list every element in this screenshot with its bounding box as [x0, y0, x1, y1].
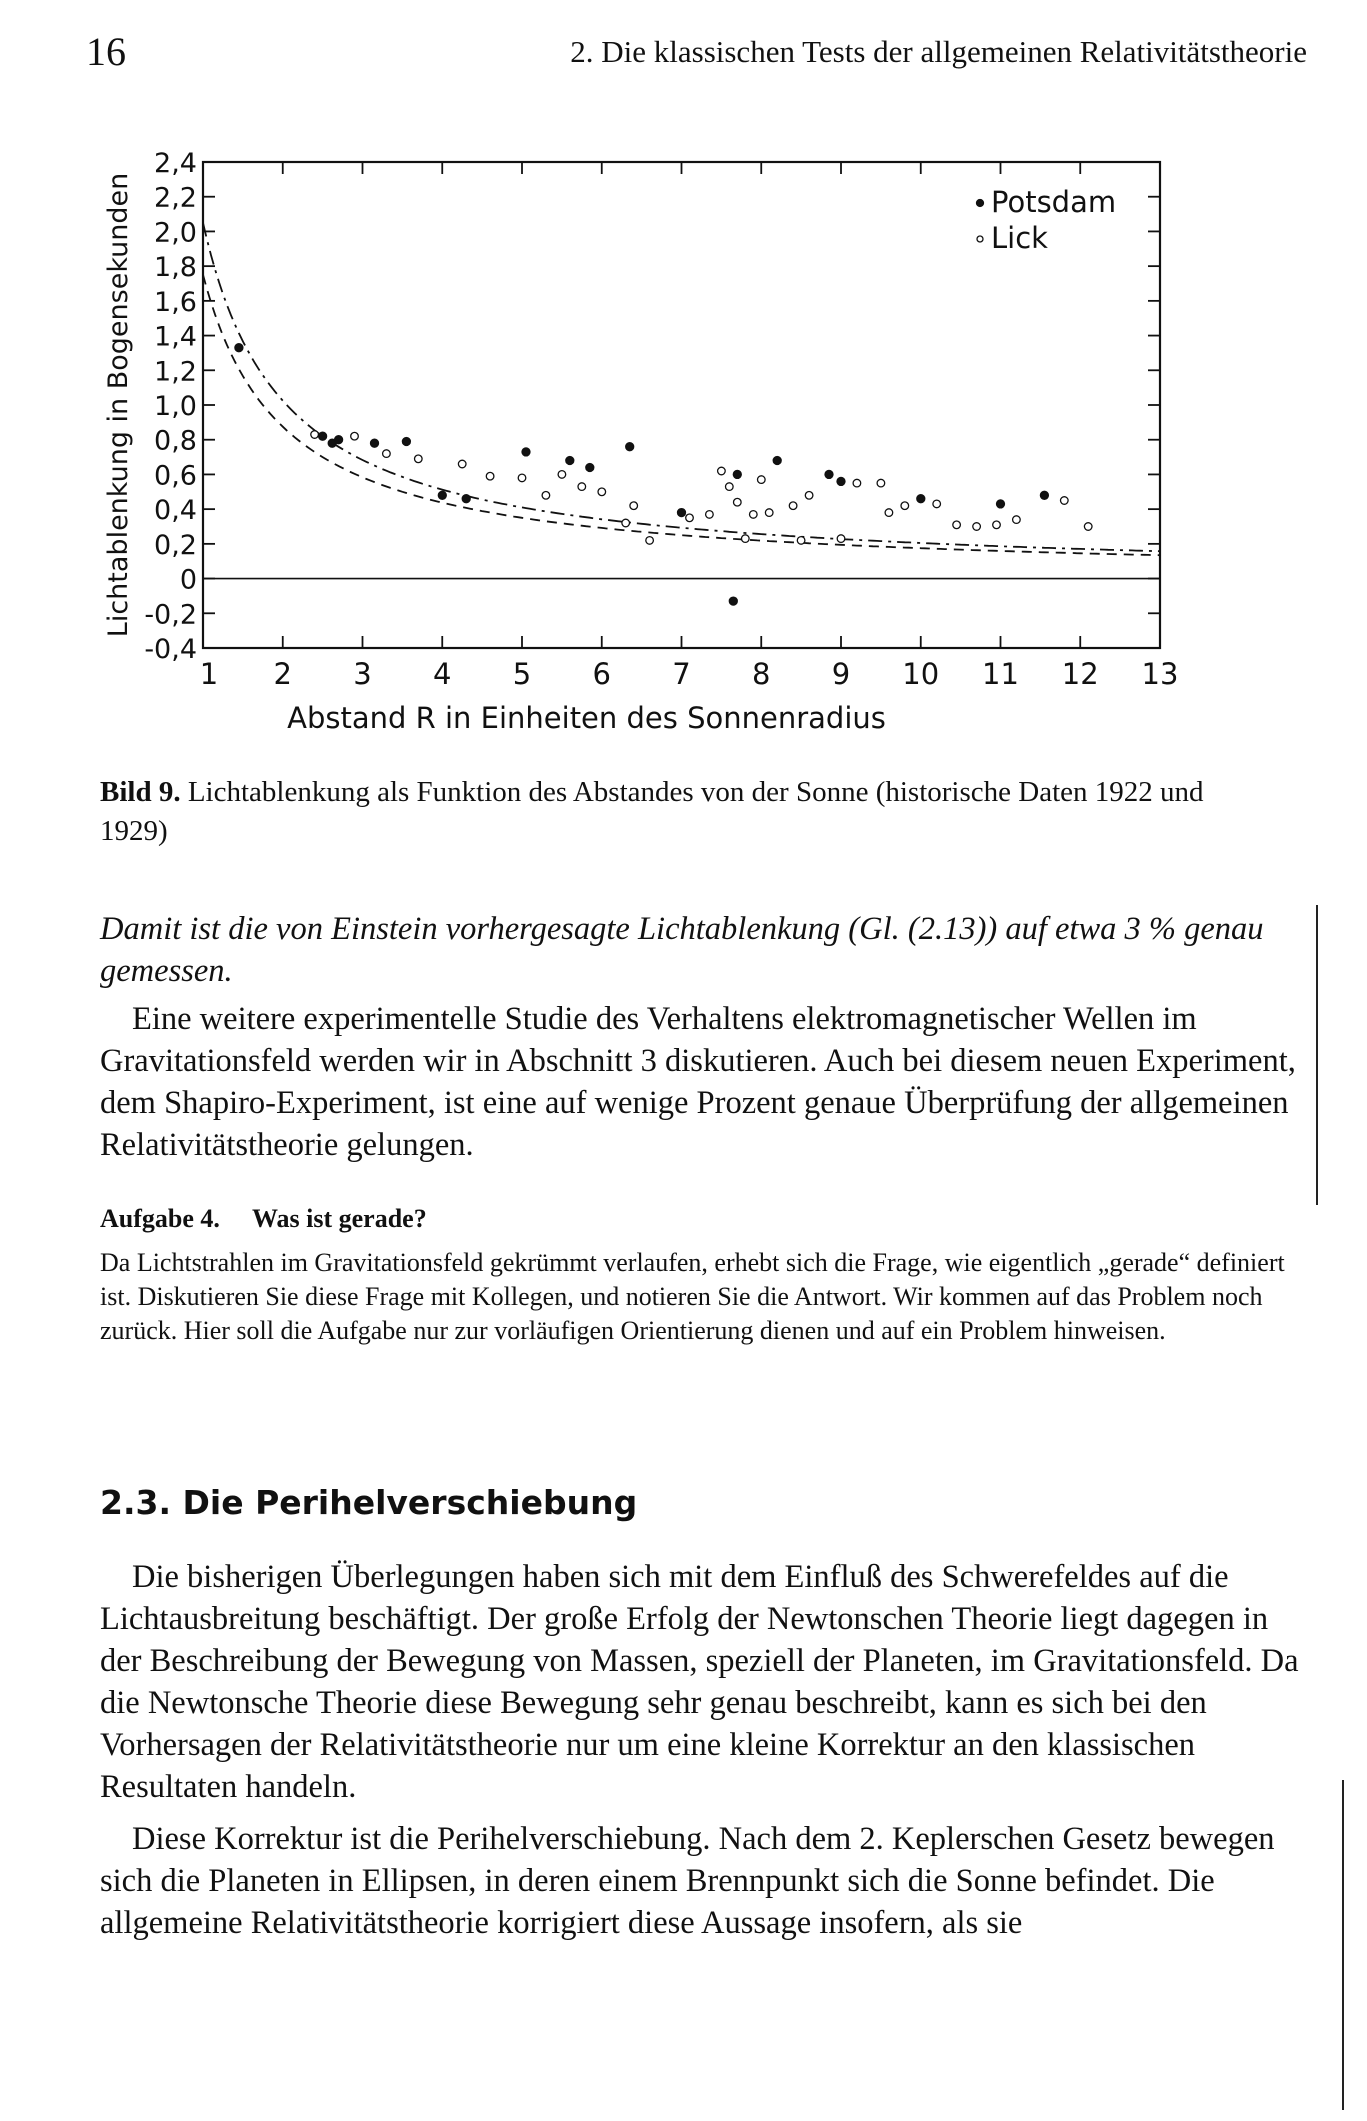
lick-point [542, 492, 550, 500]
lick-point [885, 509, 893, 517]
legend [977, 185, 1117, 255]
y-tick-label: -0,4 [144, 634, 197, 665]
theory-curves [203, 223, 1160, 555]
lick-point [805, 492, 813, 500]
y-tick-label: 0,6 [154, 460, 197, 492]
running-head: 2. Die klassischen Tests der allgemeinen Relativitätstheorie [570, 34, 1307, 69]
x-tick-label: 2 [273, 657, 292, 691]
y-tick-label: -0,2 [144, 599, 197, 631]
page-number: 16 [86, 29, 126, 74]
potsdam-point [837, 477, 845, 485]
y-tick-label: 2,4 [154, 150, 197, 179]
caption-label: Bild 9. [100, 776, 181, 808]
deflection-chart [95, 150, 1195, 730]
lick-point [630, 502, 638, 510]
lick-point [622, 519, 630, 527]
lick-point [706, 511, 714, 519]
legend-label-potsdam: Potsdam [991, 185, 1117, 219]
potsdam-point [566, 457, 574, 465]
y-axis-label: Lichtablenkung in Bogensekunden [103, 172, 134, 638]
y-tick-label: 2,2 [154, 182, 197, 214]
potsdam-point [586, 464, 594, 472]
caption-text: Lichtablenkung als Funktion des Abstandes von der Sonne (historische Daten 1922 und 1929) [100, 776, 1204, 847]
y-tick-label: 0,2 [154, 529, 197, 561]
curve-dashdot-fit [203, 223, 1160, 551]
potsdam-point [522, 448, 530, 456]
potsdam-point [319, 432, 327, 440]
lick-point [578, 483, 586, 491]
paragraph-newton: Die bisherigen Überlegungen haben sich mit dem Einfluß des Schwerefeldes auf die Lichtausbreitung beschäftigt. Der große Erfolg der Newtonschen Theorie liegt dagegen in der Beschreibung der Bewegung von Massen, speziell der Planeten, im Gravitationsfeld. Da die Newtonsche Theorie diese Bewegung sehr genau beschreibt, kann es sich bei den Vorhersagen der Relativitätstheorie nur um eine kleine Korrektur an den klassischen Resultaten handeln. [100, 1559, 1299, 1805]
x-tick-label: 7 [672, 657, 691, 691]
lick-point [311, 431, 319, 439]
section-heading [100, 1483, 637, 1522]
potsdam-point [729, 597, 737, 605]
x-tick-label: 11 [982, 657, 1019, 691]
x-tick-label: 10 [902, 657, 940, 691]
task-heading [100, 1202, 1315, 1236]
lick-point [458, 460, 466, 468]
lick-point [933, 500, 941, 508]
lick-point [797, 537, 805, 545]
potsdam-point [626, 443, 634, 451]
x-tick-label: 4 [433, 657, 452, 691]
lick-point [718, 467, 726, 475]
potsdam-point [1040, 491, 1048, 499]
lick-point [1061, 497, 1069, 505]
x-tick-label: 1 [199, 657, 219, 691]
lick-point [415, 455, 423, 463]
emphasis-paragraph: Damit ist die von Einstein vorhergesagte Lichtablenkung (Gl. (2.13)) auf etwa 3 % genau gemessen. [100, 911, 1264, 989]
lick-point [518, 474, 526, 482]
potsdam-point [402, 438, 410, 446]
potsdam-point [997, 500, 1005, 508]
task-label: Aufgabe 4. [100, 1204, 220, 1233]
lick-point [486, 472, 494, 480]
y-tick-label: 0 [179, 564, 197, 596]
lick-point [750, 511, 758, 519]
x-axis-label: Abstand R in Einheiten des Sonnenradius [287, 701, 886, 730]
lick-point [1013, 516, 1021, 524]
potsdam-point [678, 509, 686, 517]
potsdam-point [917, 495, 925, 503]
y-tick-label: 1,0 [154, 391, 197, 422]
paragraph-perihel: Diese Korrektur ist die Perihelverschiebung. Nach dem 2. Keplerschen Gesetz bewegen sich die Planeten in Ellipsen, in deren einem Brennpunkt sich die Sonne befindet. Die allgemeine Relativitätstheorie korrigiert diese Aussage insofern, als sie [100, 1821, 1275, 1941]
y-tick-label: 1,6 [154, 286, 197, 318]
x-tick-label: 6 [592, 657, 611, 691]
data-points [235, 344, 1092, 605]
section-text-block [100, 1556, 1315, 1944]
y-tick-label: 1,8 [154, 252, 197, 284]
y-tick-label: 2,0 [154, 217, 197, 249]
section-title: Die Perihelverschiebung [182, 1483, 638, 1522]
lick-point [853, 479, 861, 487]
x-tick-label: 5 [512, 657, 532, 691]
task-box [100, 1202, 1315, 1348]
lick-point [734, 498, 742, 506]
potsdam-point [235, 344, 243, 352]
x-tick-label: 8 [752, 657, 771, 691]
task-title: Was ist gerade? [251, 1204, 427, 1233]
y-tick-label: 0,4 [154, 495, 197, 527]
lick-point [953, 521, 961, 529]
x-tick-label: 13 [1141, 657, 1179, 691]
lick-point [765, 509, 773, 517]
lick-point [1084, 523, 1092, 531]
lick-point [973, 523, 981, 531]
lick-point [993, 521, 1001, 529]
lick-point [558, 471, 566, 479]
potsdam-point [462, 495, 470, 503]
lick-point [726, 483, 734, 491]
y-tick-label: 1,2 [154, 356, 197, 388]
lick-point [901, 502, 909, 510]
potsdam-point [371, 439, 379, 447]
lick-point [877, 479, 885, 487]
main-text-block [100, 908, 1315, 1166]
section-number: 2.3. [100, 1483, 171, 1522]
lick-point [686, 514, 694, 522]
y-tick-label: 0,8 [154, 425, 197, 457]
lick-point [646, 537, 654, 545]
potsdam-point [825, 470, 833, 478]
margin-rule-lower [1342, 1780, 1344, 2110]
lick-point [789, 502, 797, 510]
lick-point [742, 535, 750, 543]
lick-point [383, 450, 391, 458]
paragraph-shapiro: Eine weitere experimentelle Studie des Verhaltens elektromagnetischer Wellen im Gravitationsfeld werden wir in Abschnitt 3 diskutieren. Auch bei diesem neuen Experiment, dem Shapiro-Experiment, ist eine auf wenige Prozent genaue Überprüfung der allgemeinen Relativitätstheorie gelungen. [100, 1001, 1296, 1163]
potsdam-point [335, 436, 343, 444]
potsdam-point [773, 457, 781, 465]
potsdam-point [733, 470, 741, 478]
x-tick-label: 3 [353, 657, 372, 691]
x-tick-label: 9 [831, 657, 851, 691]
lick-point [837, 535, 845, 543]
figure-caption [100, 773, 1260, 851]
legend-marker-potsdam [977, 200, 984, 207]
lick-point [758, 476, 766, 484]
margin-rule-upper [1316, 905, 1318, 1205]
legend-marker-lick [977, 236, 983, 242]
y-tick-label: 1,4 [154, 321, 197, 353]
lick-point [351, 432, 359, 440]
legend-label-lick: Lick [991, 221, 1048, 255]
lick-point [598, 488, 606, 496]
x-tick-label: 12 [1061, 657, 1099, 691]
potsdam-point [438, 491, 446, 499]
task-text: Da Lichtstrahlen im Gravitationsfeld gekrümmt verlaufen, erhebt sich die Frage, wie eigentlich „gerade“ definiert ist. Diskutieren Sie diese Frage mit Kollegen, und notieren Sie die Antwort. Wir kommen auf das Problem noch zurück. Hier soll die Aufgabe nur zur vorläufigen Orientierung dienen und auf ein Problem hinweisen. [100, 1248, 1285, 1345]
